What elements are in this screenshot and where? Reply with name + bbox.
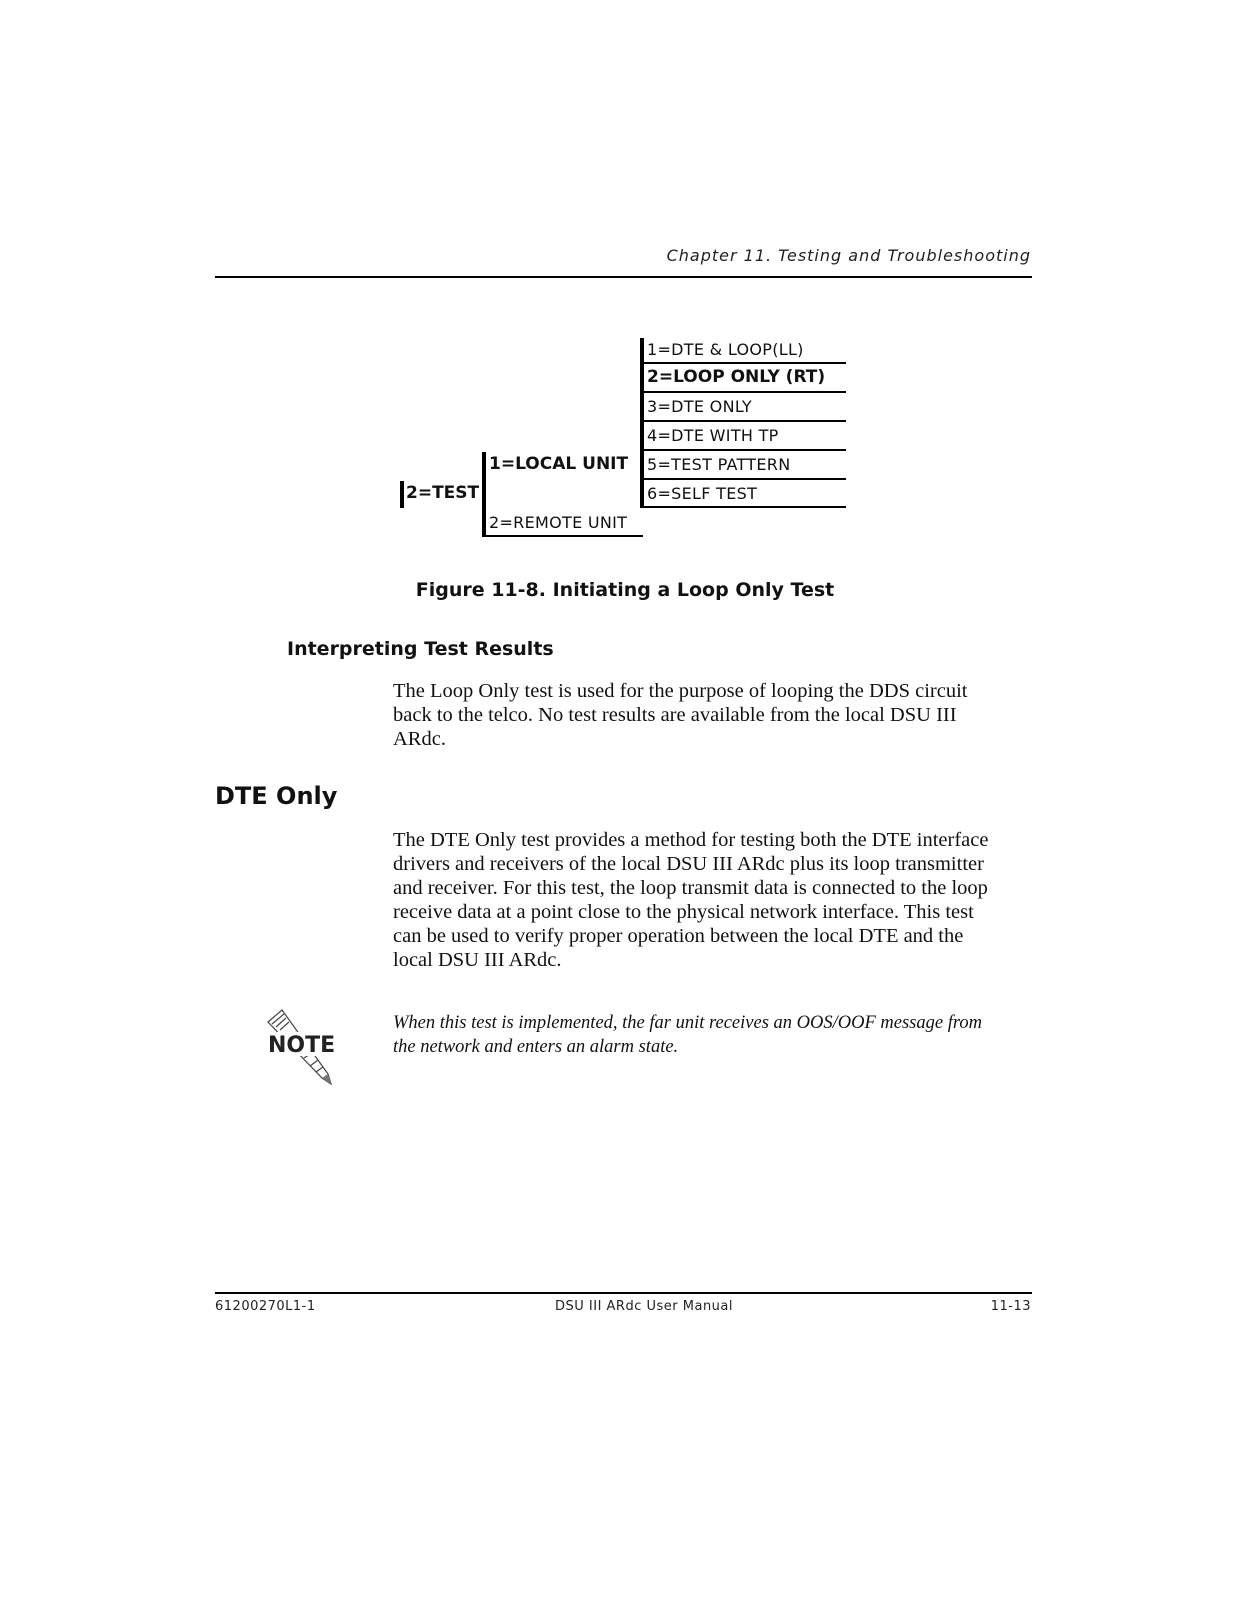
menu-dte-and-loop: 1=DTE & LOOP(LL) (647, 340, 804, 359)
figure-caption: Figure 11-8. Initiating a Loop Only Test (415, 579, 835, 601)
dte-only-heading: DTE Only (215, 782, 338, 810)
level2-bar (482, 452, 486, 537)
menu-dte-with-tp: 4=DTE WITH TP (647, 426, 779, 445)
footer-part-number: 61200270L1-1 (215, 1299, 316, 1314)
para-line: The DTE Only test provides a method for testing both the DTE interface (393, 829, 989, 851)
note-icon (258, 1008, 338, 1093)
note-line: When this test is implemented, the far unit receives an OOS/OOF message from (393, 1013, 982, 1033)
dte-only-paragraph (393, 828, 1033, 972)
menu-loop-only: 2=LOOP ONLY (RT) (647, 367, 826, 387)
note-line: the network and enters an alarm state. (393, 1037, 679, 1057)
menu-self-test: 6=SELF TEST (647, 484, 758, 503)
footer-page-number: 11-13 (990, 1299, 1031, 1314)
menu-local-unit: 1=LOCAL UNIT (489, 454, 629, 474)
level3-underline-3 (640, 420, 846, 422)
menu-remote-unit: 2=REMOTE UNIT (489, 513, 628, 532)
level3-underline-4 (640, 449, 846, 451)
remote-unit-underline (482, 535, 643, 537)
para-line: The Loop Only test is used for the purpose of looping the DDS circuit (393, 680, 968, 702)
menu-test-pattern: 5=TEST PATTERN (647, 455, 791, 474)
level3-underline-5 (640, 478, 846, 480)
interpreting-heading: Interpreting Test Results (287, 638, 554, 660)
level3-underline-6 (640, 506, 846, 508)
header-rule (215, 276, 1032, 278)
para-line: receive data at a point close to the physical network interface. This test (393, 901, 974, 923)
level3-underline-1 (640, 362, 846, 364)
para-line: back to the telco. No test results are available from the local DSU III (393, 704, 957, 726)
running-header: Chapter 11. Testing and Troubleshooting (666, 246, 1031, 265)
menu-root-test: 2=TEST (406, 483, 480, 503)
root-bar (400, 481, 404, 508)
menu-dte-only: 3=DTE ONLY (647, 397, 752, 416)
note-text (393, 1011, 1038, 1059)
para-line: can be used to verify proper operation between the local DTE and the (393, 925, 964, 947)
footer-manual-title: DSU III ARdc User Manual (555, 1299, 734, 1314)
para-line: drivers and receivers of the local DSU III ARdc plus its loop transmitter (393, 853, 984, 875)
para-line: local DSU III ARdc. (393, 949, 562, 971)
footer-rule (215, 1292, 1032, 1294)
para-line: ARdc. (393, 728, 446, 750)
para-line: and receiver. For this test, the loop transmit data is connected to the loop (393, 877, 988, 899)
interpreting-paragraph (393, 679, 1033, 751)
note-icon-label: NOTE (268, 1033, 336, 1058)
level3-underline-2 (640, 391, 846, 393)
